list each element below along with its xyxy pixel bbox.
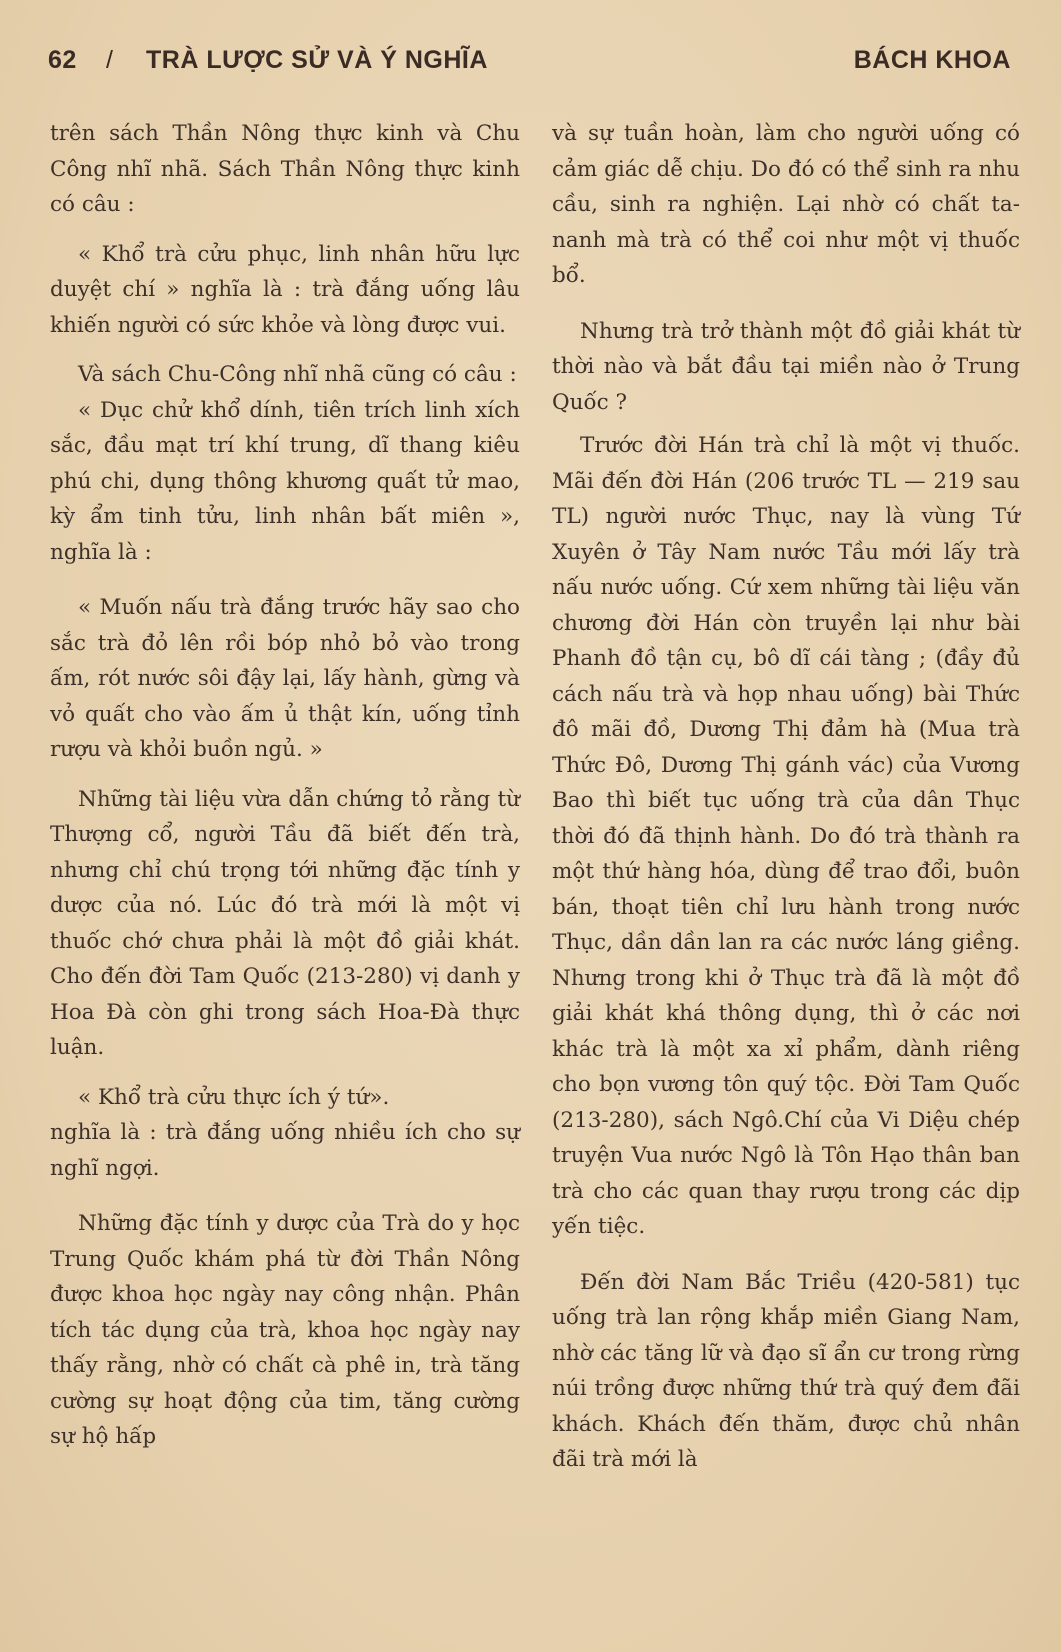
paragraph: và sự tuần hoàn, làm cho người uống có cảm giác dễ chịu. Do đó có thể sinh ra nhu cầu, sinh ra nghiện. Lại nhờ có chất ta-nanh mà trà có thể coi như một vị thuốc bổ. <box>552 121 1020 288</box>
paragraph: nghĩa là : trà đắng uống nhiều ích cho sự nghĩ ngợi. <box>50 1120 520 1181</box>
article-title: TRÀ LƯỢC SỬ VÀ Ý NGHĨA <box>146 46 488 74</box>
paragraph: Trước đời Hán trà chỉ là một vị thuốc. Mãi đến đời Hán (206 trước TL — 219 sau TL) người nước Thục, nay là vùng Tứ Xuyên ở Tây Nam nước Tầu mới lấy trà nấu nước uống. Cứ xem những tài liệu văn chương đời Hán còn truyền lại như bài Phanh đồ tận cụ, bô dĩ cái tàng ; (đầy đủ cách nấu trà và họp nhau uống) bài Thức đô mãi đồ, Dương Thị đảm hà (Mua trà Thức Đô, Dương Thị gánh vác) của Vương Bao thì biết tục uống trà của dân Thục thời đó đã thịnh hành. Do đó trà thành ra một thứ hàng hóa, dùng để trao đổi, buôn bán, thoạt tiên chỉ lưu hành trong nước Thục, dần dần lan ra các nước láng giềng. Nhưng trong khi ở Thục trà đã là một đồ giải khát khá thông dụng, thì ở các nơi khác trà là một xa xỉ phẩm, dành riêng cho bọn vương tôn quý tộc. Đời Tam Quốc (213-280), sách Ngô.Chí của Vi Diệu chép truyện Vua nước Ngô là Tôn Hạo thân ban trà cho các quan thay rượu trong các dịp yến tiệc. <box>552 433 1020 1239</box>
paragraph: trên sách Thần Nông thực kinh và Chu Công nhĩ nhã. Sách Thần Nông thực kinh có câu : <box>50 121 520 217</box>
quote-paragraph: « Khổ trà cửu thực ích ý tứ». <box>78 1084 390 1110</box>
header-separator: / <box>106 46 114 74</box>
paragraph: Nhưng trà trở thành một đồ giải khát từ thời nào và bắt đầu tại miền nào ở Trung Quốc ? <box>552 318 1020 415</box>
magazine-name: BÁCH KHOA <box>853 46 1011 74</box>
paragraph: Những tài liệu vừa dẫn chứng tỏ rằng từ Thượng cổ, người Tầu đã biết đến trà, nhưng chỉ chú trọng tới những đặc tính y dược của nó. Lúc đó trà mới là một vị thuốc chớ chưa phải là một đồ giải khát. Cho đến đời Tam Quốc (213-280) vị danh y Hoa Đà còn ghi trong sách Hoa-Đà thực luận. <box>50 786 520 1060</box>
paragraph: Và sách Chu-Công nhĩ nhã cũng có câu : <box>78 362 517 387</box>
quote-paragraph: « Muốn nấu trà đắng trước hãy sao cho sắc trà đỏ lên rồi bóp nhỏ bỏ vào trong ấm, rót nước sôi đậy lại, lấy hành, gừng và vỏ quất cho vào ấm ủ thật kín, uống tỉnh rượu và khỏi buồn ngủ. » <box>50 595 520 762</box>
right-column <box>552 116 1020 1478</box>
page-number: 62 <box>48 46 77 74</box>
page-header <box>48 42 1011 82</box>
paragraph: Những đặc tính y dược của Trà do y học Trung Quốc khám phá từ đời Thần Nông được khoa học ngày nay công nhận. Phân tích tác dụng của trà, khoa học ngày nay thấy rằng, nhờ có chất cà phê in, trà tăng cường sự hoạt động của tim, tăng cường sự hộ hấp <box>50 1211 520 1449</box>
paragraph: Đến đời Nam Bắc Triều (420-581) tục uống trà lan rộng khắp miền Giang Nam, nhờ các tăng lữ và đạo sĩ ẩn cư trong rừng núi trồng được những thứ trà quý đem đãi khách. Khách đến thăm, được chủ nhân đãi trà mới là <box>552 1269 1020 1472</box>
quote-paragraph: « Dục chử khổ dính, tiên trích linh xích sắc, đầu mạt trí khí trung, dĩ thang kiêu phú chi, dụng thông khương quất tử mao, kỳ ẩm tinh tửu, linh nhân bất miên », nghĩa là : <box>50 397 520 565</box>
left-column <box>50 116 520 1455</box>
quote-paragraph: « Khổ trà cửu phục, linh nhân hữu lực duyệt chí » nghĩa là : trà đắng uống lâu khiến người có sức khỏe và lòng được vui. <box>50 241 520 338</box>
